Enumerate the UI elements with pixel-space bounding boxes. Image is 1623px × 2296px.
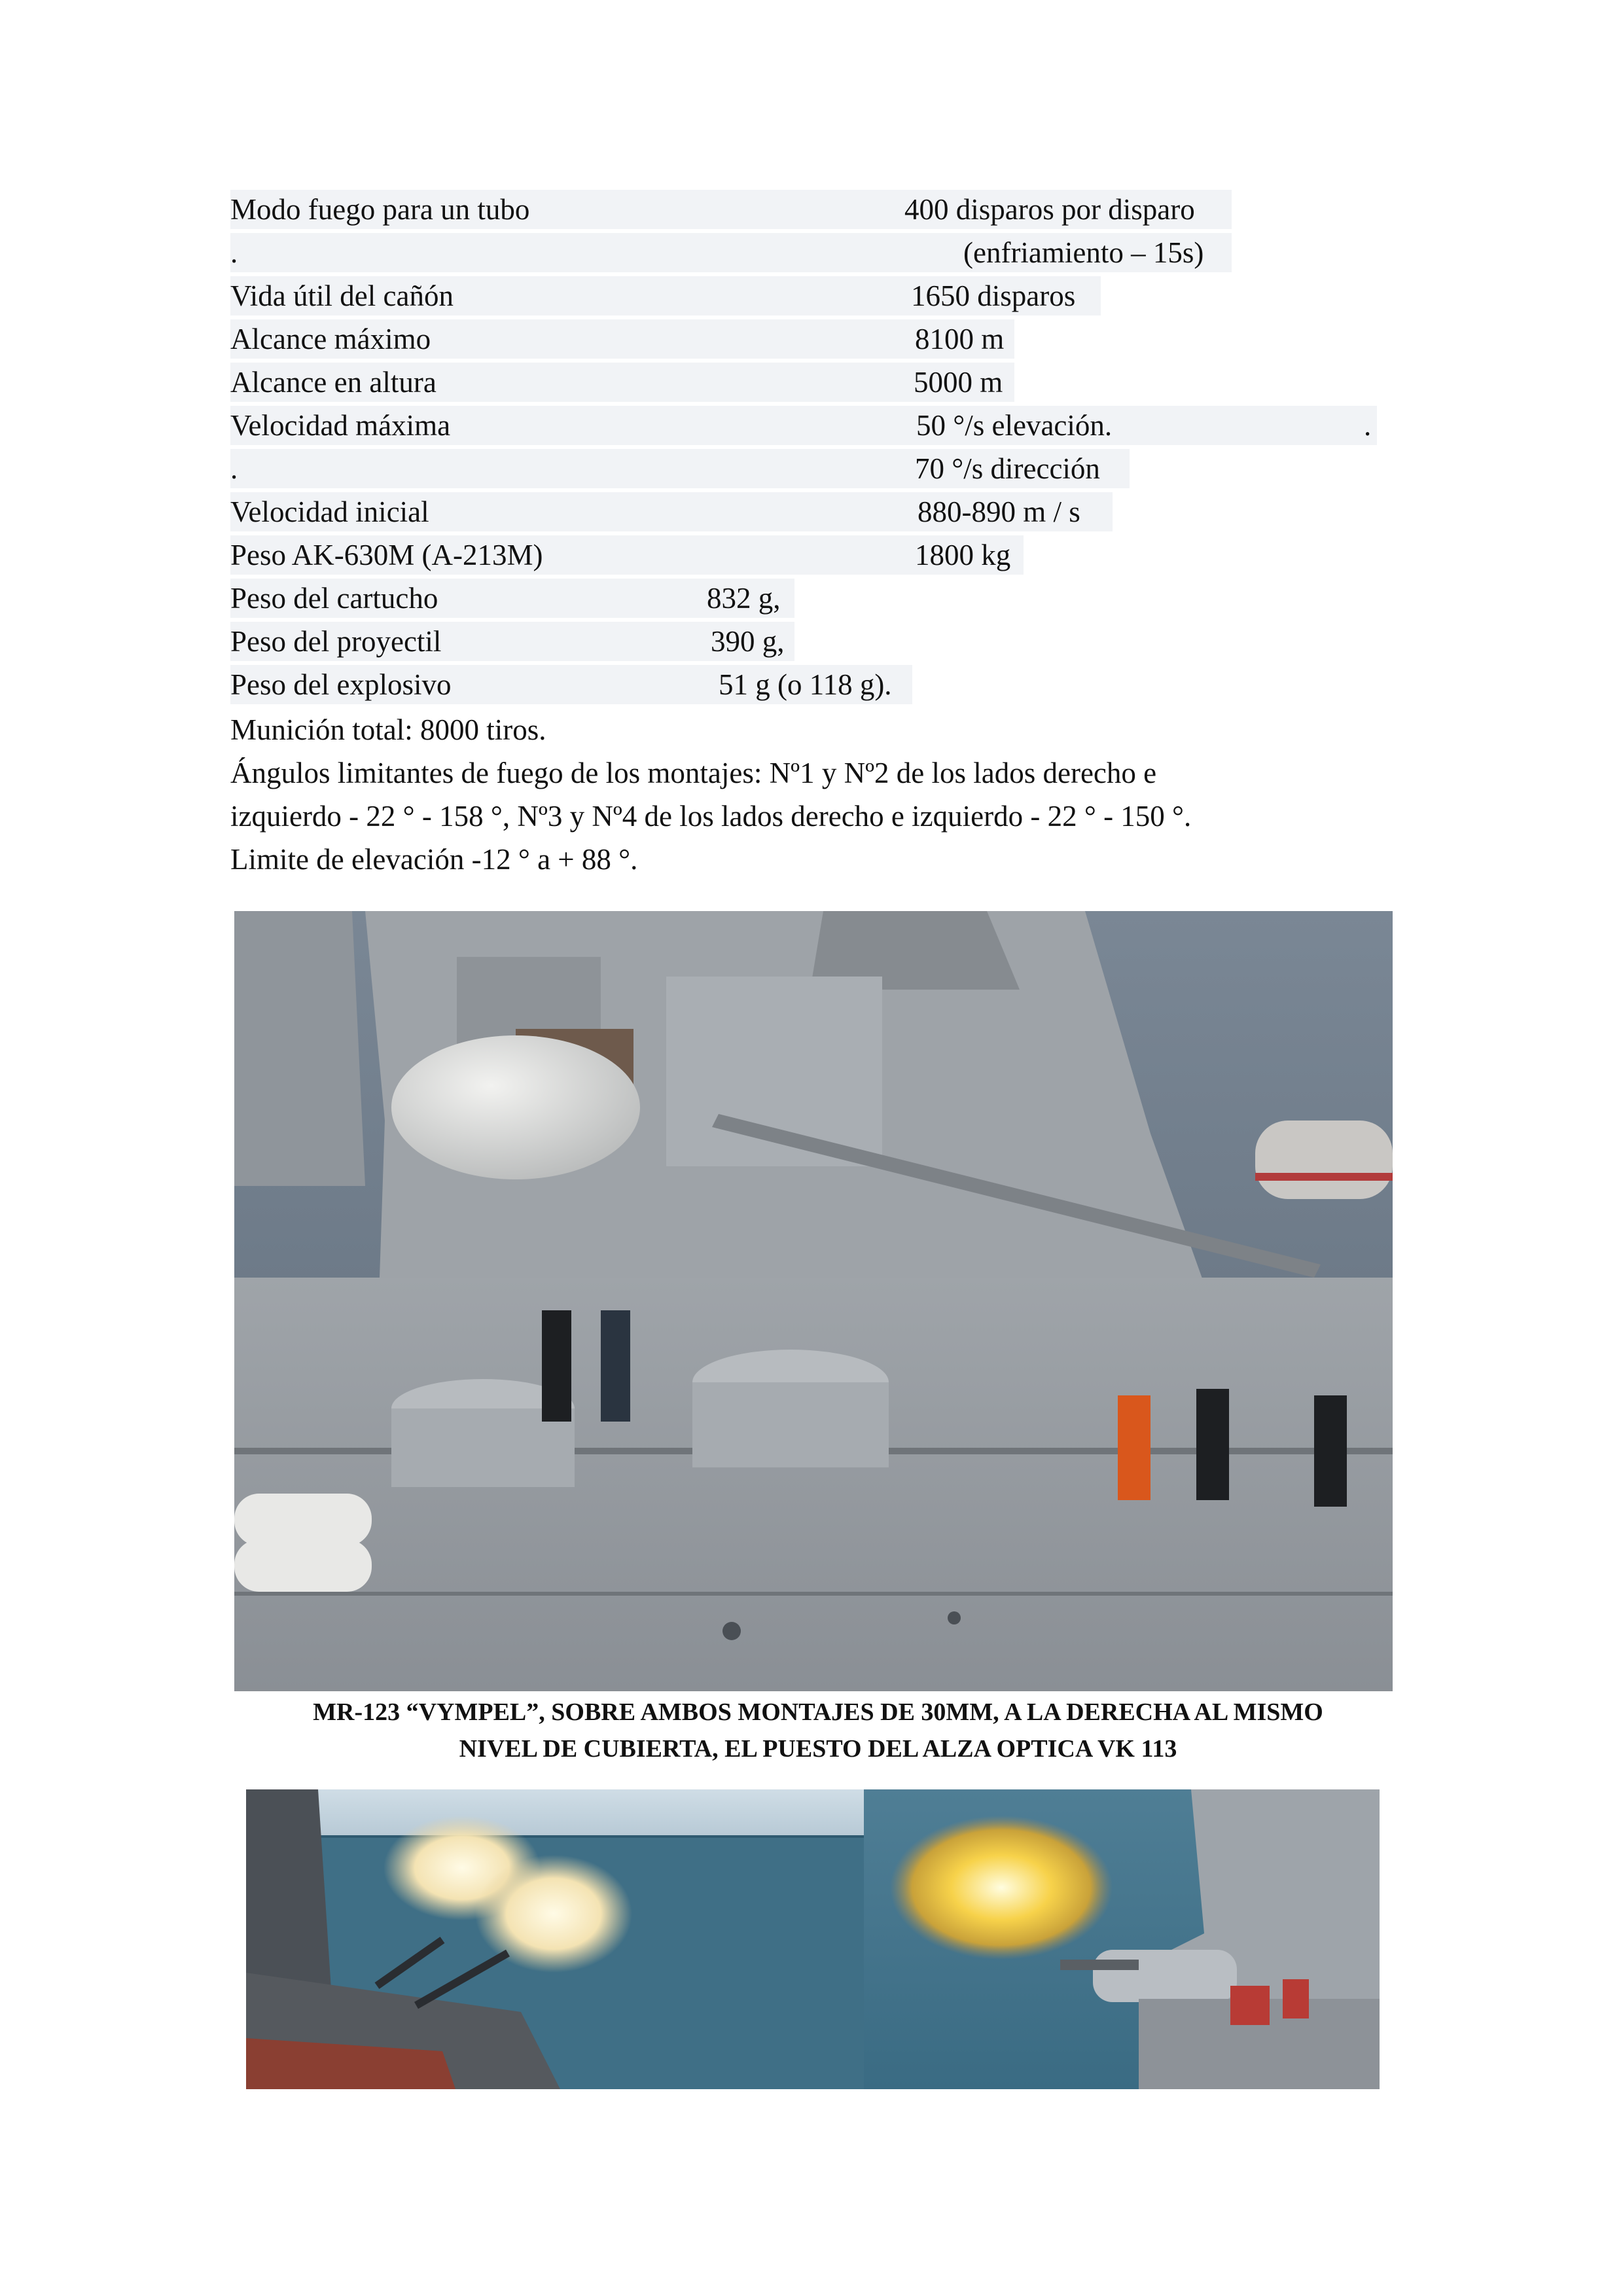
spec-value: 390 g, bbox=[711, 625, 785, 658]
firing-photo-right bbox=[864, 1789, 1380, 2089]
angulos-line-1: Ángulos limitantes de fuego de los montajes: Nº1 y Nº2 de los lados derecho e bbox=[230, 757, 1157, 789]
spec-value: 5000 m bbox=[914, 366, 1003, 399]
photo-caption-line-2: NIVEL DE CUBIERTA, EL PUESTO DEL ALZA OPTICA VK 113 bbox=[459, 1735, 1177, 1763]
spec-label: Alcance en altura bbox=[230, 366, 437, 399]
spec-value: (enfriamiento – 15s) bbox=[963, 236, 1204, 269]
spec-label: Velocidad inicial bbox=[230, 495, 429, 528]
firing-photo-left bbox=[246, 1789, 864, 2089]
spec-label: Velocidad máxima bbox=[230, 409, 451, 442]
elevacion-text: Limite de elevación -12 ° a + 88 °. bbox=[230, 843, 638, 876]
spec-value: 8100 m bbox=[915, 323, 1005, 355]
spec-label: Alcance máximo bbox=[230, 323, 431, 355]
spec-label: Vida útil del cañón bbox=[230, 279, 454, 312]
spec-label: Peso AK-630M (A-213M) bbox=[230, 539, 543, 571]
angulos-line-2: izquierdo - 22 ° - 158 °, Nº3 y Nº4 de los lados derecho e izquierdo - 22 ° - 150 °. bbox=[230, 800, 1192, 833]
spec-label: Modo fuego para un tubo bbox=[230, 193, 530, 226]
spec-label: . bbox=[230, 236, 238, 269]
spec-value: 50 °/s elevación. bbox=[916, 409, 1113, 442]
spec-value: 70 °/s dirección bbox=[915, 452, 1100, 485]
spec-value: 1800 kg bbox=[915, 539, 1011, 571]
ship-deck-photo bbox=[234, 911, 1393, 1691]
municion-text: Munición total: 8000 tiros. bbox=[230, 713, 546, 746]
spec-value: 832 g, bbox=[707, 582, 781, 615]
spec-value: 1650 disparos bbox=[911, 279, 1076, 312]
spec-label: Peso del proyectil bbox=[230, 625, 442, 658]
spec-value: 400 disparos por disparo bbox=[904, 193, 1195, 226]
spec-label: Peso del cartucho bbox=[230, 582, 438, 615]
spec-label: . bbox=[230, 452, 238, 485]
spec-label: Peso del explosivo bbox=[230, 668, 452, 701]
photo-caption-line-1: MR-123 “VYMPEL”, SOBRE AMBOS MONTAJES DE 30MM, A LA DERECHA AL MISMO bbox=[313, 1698, 1323, 1726]
spec-value: 880-890 m / s bbox=[918, 495, 1080, 528]
spec-value: 51 g (o 118 g). bbox=[719, 668, 892, 701]
spec-extra: . bbox=[1364, 409, 1372, 442]
